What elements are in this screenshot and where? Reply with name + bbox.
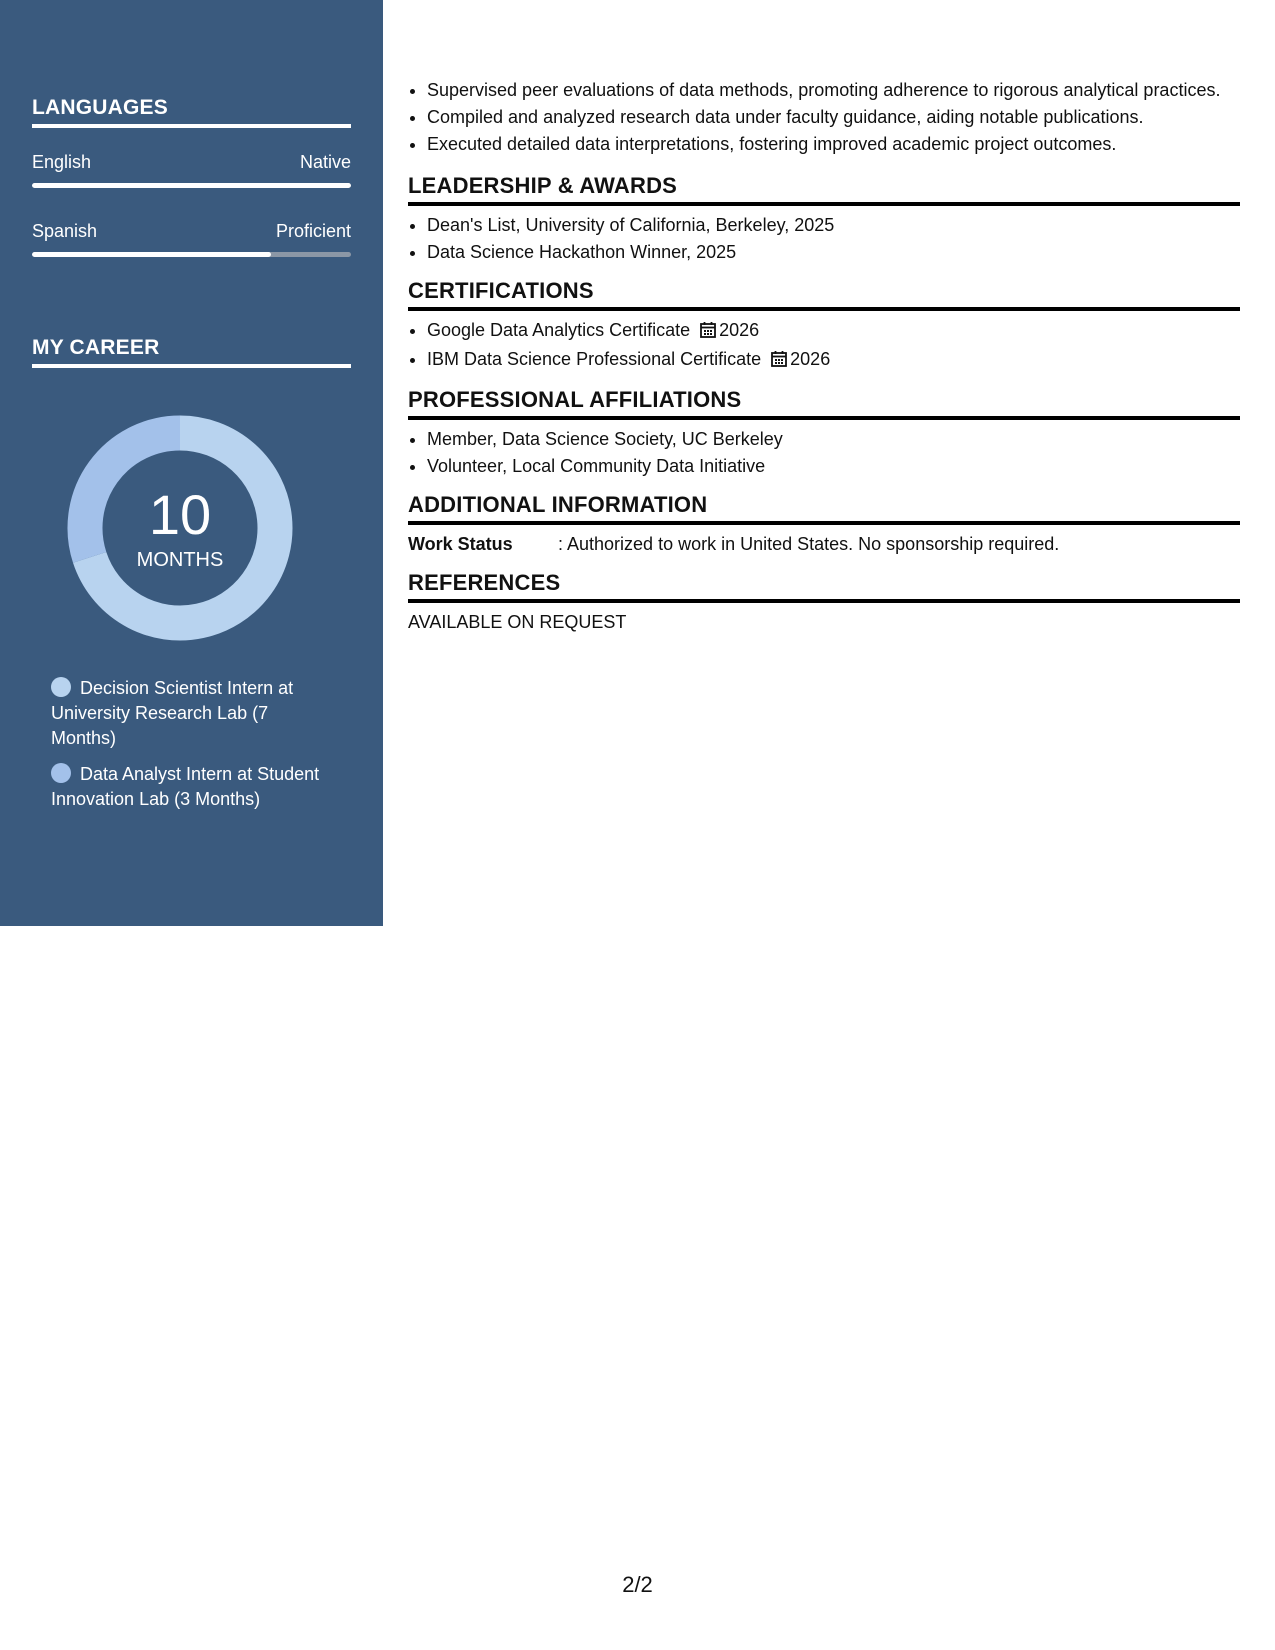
work-status-value: : Authorized to work in United States. No sponsorship required. [558,534,1060,554]
career-total-months: 10 [148,483,212,546]
language-name: Spanish [32,221,98,241]
affiliations-heading: PROFESSIONAL AFFILIATIONS [408,387,1240,420]
language-english [32,152,351,188]
career-legend-item [51,676,321,751]
language-level-bar [32,252,351,257]
main-content [408,78,1240,635]
certification-year: 2026 [719,320,760,340]
certifications-heading: CERTIFICATIONS [408,278,1240,311]
list-item: • Executed detailed data interpretations, fostering improved academic project outcomes. [427,132,1240,157]
references-text: AVAILABLE ON REQUEST [408,612,627,632]
list-item: • Data Science Hackathon Winner, 2025 [427,240,1240,265]
language-level-bar [32,183,351,188]
legend-dot [51,677,71,697]
career-item-text: Decision Scientist Intern at University Research Lab (7 Months) [51,678,294,748]
list-item: • Volunteer, Local Community Data Initiative [427,454,1240,479]
list-item: • Supervised peer evaluations of data methods, promoting adherence to rigorous analytical practices. [427,78,1240,103]
languages-heading: LANGUAGES [32,96,351,128]
leadership-heading: LEADERSHIP & AWARDS [408,173,1240,206]
certifications-list [408,318,1240,374]
list-item [427,347,1240,374]
references-heading: REFERENCES [408,570,1240,603]
certification-name: IBM Data Science Professional Certificate [427,349,762,369]
work-status-label: Work Status [408,534,513,554]
list-item [427,318,1240,345]
career-legend [51,676,321,823]
career-total-unit: MONTHS [136,549,224,571]
donut-center [67,415,293,641]
career-legend-item [51,762,321,812]
certification-year: 2026 [790,349,831,369]
language-spanish [32,221,351,257]
list-item: • Compiled and analyzed research data under faculty guidance, aiding notable publications. [427,105,1240,130]
career-heading: MY CAREER [32,336,351,368]
affiliations-list [408,427,1240,479]
language-name: English [32,152,92,172]
list-item: • Dean's List, University of California, Berkeley, 2025 [427,213,1240,238]
career-item-text: Data Analyst Intern at Student Innovation Lab (3 Months) [51,764,320,809]
additional-info-heading: ADDITIONAL INFORMATION [408,492,1240,525]
legend-dot [51,763,71,783]
language-level: Native [299,152,351,172]
calendar-icon [700,320,716,345]
language-level-fill [32,183,351,188]
experience-bullets [408,78,1240,157]
sidebar [0,0,383,926]
page-number: 2/2 [622,1572,653,1597]
work-status-row [408,532,1240,557]
career-donut-chart [67,415,293,641]
certification-name: Google Data Analytics Certificate [427,320,691,340]
calendar-icon [771,349,787,374]
list-item: • Member, Data Science Society, UC Berkeley [427,427,1240,452]
language-level: Proficient [275,221,351,241]
leadership-list [408,213,1240,265]
language-level-fill [32,252,271,257]
